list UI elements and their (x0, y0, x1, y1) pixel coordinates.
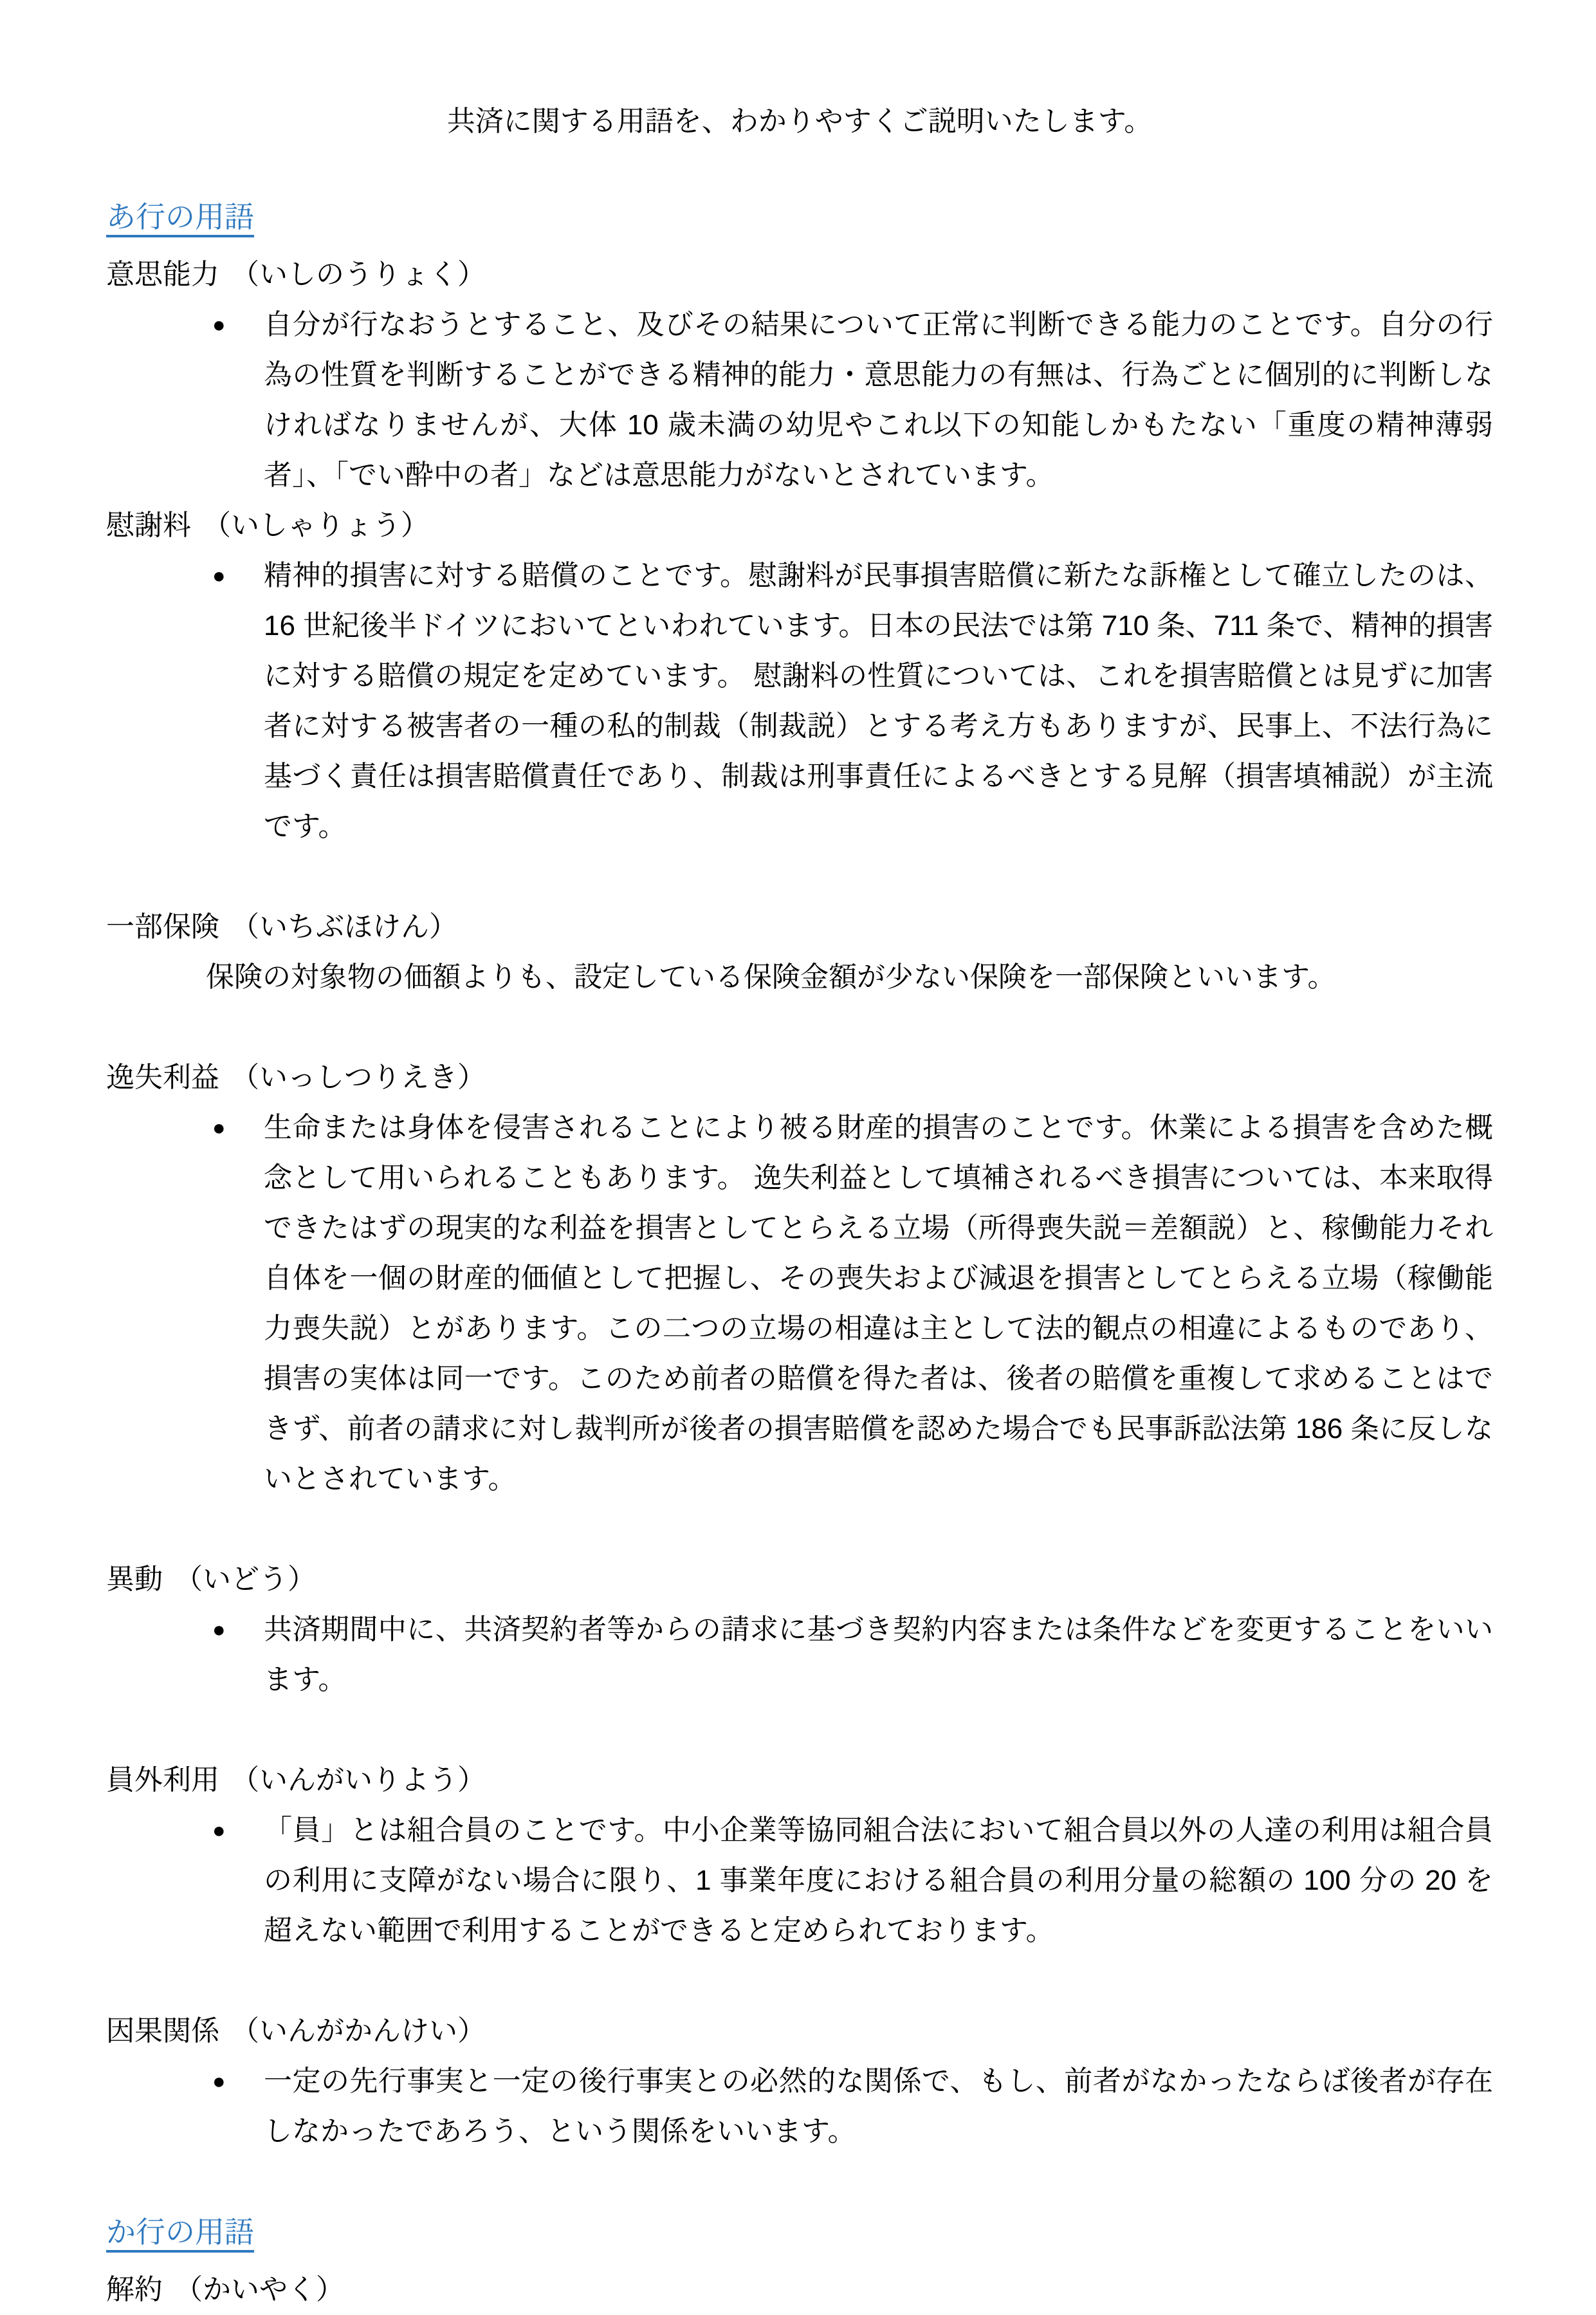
term-definition (106, 1805, 1493, 1956)
term-reading: （いんがいりよう） (231, 1764, 486, 1796)
definition-text: 一定の先行事実と一定の後行事実との必然的な関係で、もし、前者がなかったならば後者が存在しなかったであろう、という関係をいいます。 (264, 2065, 1493, 2147)
term-heading (106, 1554, 1493, 1605)
term-heading (106, 2006, 1493, 2056)
term-name: 一部保険 (106, 911, 219, 943)
definition-bullet-item (106, 300, 1493, 501)
term-entry (106, 1755, 1493, 1956)
term-definition (106, 1605, 1493, 1705)
definition-text: 生命または身体を侵害されることにより被る財産的損害のことです。休業による損害を含めた概念として用いられることもあります。 逸失利益として填補されるべき損害については、本来取得できたはずの現実的な利益を損害としてとらえる立場（所得喪失説＝差額説）と、稼働能力それ自体を一個の財産的価値として把握し、その喪失および減退を損害としてとらえる立場（稼働能力喪失説）とがあります。この二つの立場の相違は主として法的観点の相違によるものであり、損害の実体は同一です。このため前者の賠償を得た者は、後者の賠償を重複して求めることはできず、前者の請求に対し裁判所が後者の損害賠償を認めた場合でも民事訴訟法第 186 条に反しないとされています。 (264, 1112, 1493, 1495)
bullet-icon: ● (212, 313, 226, 337)
definition-bullet-item (106, 551, 1493, 852)
term-heading (106, 1755, 1493, 1805)
glossary-section (106, 192, 1493, 2157)
term-name: 慰謝料 (106, 510, 191, 541)
term-definition (106, 300, 1493, 501)
term-entry (106, 250, 1493, 501)
term-name: 意思能力 (106, 259, 219, 290)
term-entry (106, 501, 1493, 852)
definition-bullet-item (106, 1805, 1493, 1956)
bullet-icon: ● (212, 564, 226, 588)
term-list (106, 250, 1493, 2157)
bullet-icon: ● (212, 1618, 226, 1642)
term-reading: （かいやく） (174, 2274, 344, 2305)
term-reading: （いしのうりょく） (231, 259, 486, 290)
glossary-section (106, 2207, 1493, 2315)
term-entry (106, 1554, 1493, 1705)
definition-text: 共済期間中に、共済契約者等からの請求に基づき契約内容または条件などを変更することをいいます。 (264, 1614, 1493, 1695)
term-reading: （いんがかんけい） (231, 2015, 486, 2047)
section-heading (106, 2207, 1493, 2257)
section-heading-text: か行の用語 (106, 2215, 254, 2249)
term-definition (106, 551, 1493, 852)
term-name: 異動 (106, 1563, 163, 1595)
definition-bullet-item (106, 1103, 1493, 1504)
definition-text: 自分が行なおうとすること、及びその結果について正常に判断できる能力のことです。自分の行為の性質を判断することができる精神的能力・意思能力の有無は、行為ごとに個別的に判断しなければなりませんが、大体 10 歳未満の幼児やこれ以下の知能しかもたない「重度の精神薄弱者」、「でい酔中の者」などは意思能力がないとされています。 (264, 309, 1493, 491)
section-heading (106, 192, 1493, 242)
term-reading: （いちぶほけん） (231, 911, 457, 943)
definition-text: 「員」とは組合員のことです。中小企業等協同組合法において組合員以外の人達の利用は組合員の利用に支障がない場合に限り、1 事業年度における組合員の利用分量の総額の 100 分の 20 を超えない範囲で利用することができると定められております。 (264, 1814, 1493, 1946)
term-heading (106, 250, 1493, 300)
term-reading: （いどう） (174, 1563, 316, 1595)
term-heading (106, 902, 1493, 952)
definition-bullet-item (106, 1605, 1493, 1705)
glossary-sections (106, 192, 1493, 2315)
term-heading (106, 501, 1493, 551)
bullet-icon: ● (212, 2069, 226, 2094)
definition-bullet-item (106, 2056, 1493, 2157)
bullet-icon: ● (212, 1116, 226, 1140)
term-list (106, 2265, 1493, 2315)
term-entry (106, 2265, 1493, 2315)
term-entry (106, 902, 1493, 1002)
term-definition (106, 2056, 1493, 2157)
term-name: 解約 (106, 2274, 163, 2305)
page-title: 共済に関する用語を、わかりやすくご説明いたします。 (446, 106, 1153, 137)
bullet-icon: ● (212, 1818, 226, 1843)
term-heading (106, 1053, 1493, 1103)
term-reading: （いっしつりえき） (231, 1062, 486, 1093)
term-heading (106, 2265, 1493, 2315)
term-name: 因果関係 (106, 2015, 219, 2047)
term-definition (106, 1103, 1493, 1504)
section-heading-text: あ行の用語 (106, 200, 254, 234)
term-reading: （いしゃりょう） (203, 510, 429, 541)
term-definition (106, 952, 1493, 1002)
definition-text: 保険の対象物の価額よりも、設定している保険金額が少ない保険を一部保険といいます。 (206, 961, 1336, 993)
definition-text: 精神的損害に対する賠償のことです。慰謝料が民事損害賠償に新たな訴権として確立したのは、16 世紀後半ドイツにおいてといわれています。日本の民法では第 710 条、711 条で、精神的損害に対する賠償の規定を定めています。 慰謝料の性質については、これを損害賠償とは見ずに加害者に対する被害者の一種の私的制裁（制裁説）とする考え方もありますが、民事上、不法行為に基づく責任は損害賠償責任であり、制裁は刑事責任によるべきとする見解（損害填補説）が主流です。 (264, 560, 1493, 842)
term-name: 逸失利益 (106, 1062, 219, 1093)
term-entry (106, 1053, 1493, 1504)
term-name: 員外利用 (106, 1764, 219, 1796)
term-entry (106, 2006, 1493, 2157)
